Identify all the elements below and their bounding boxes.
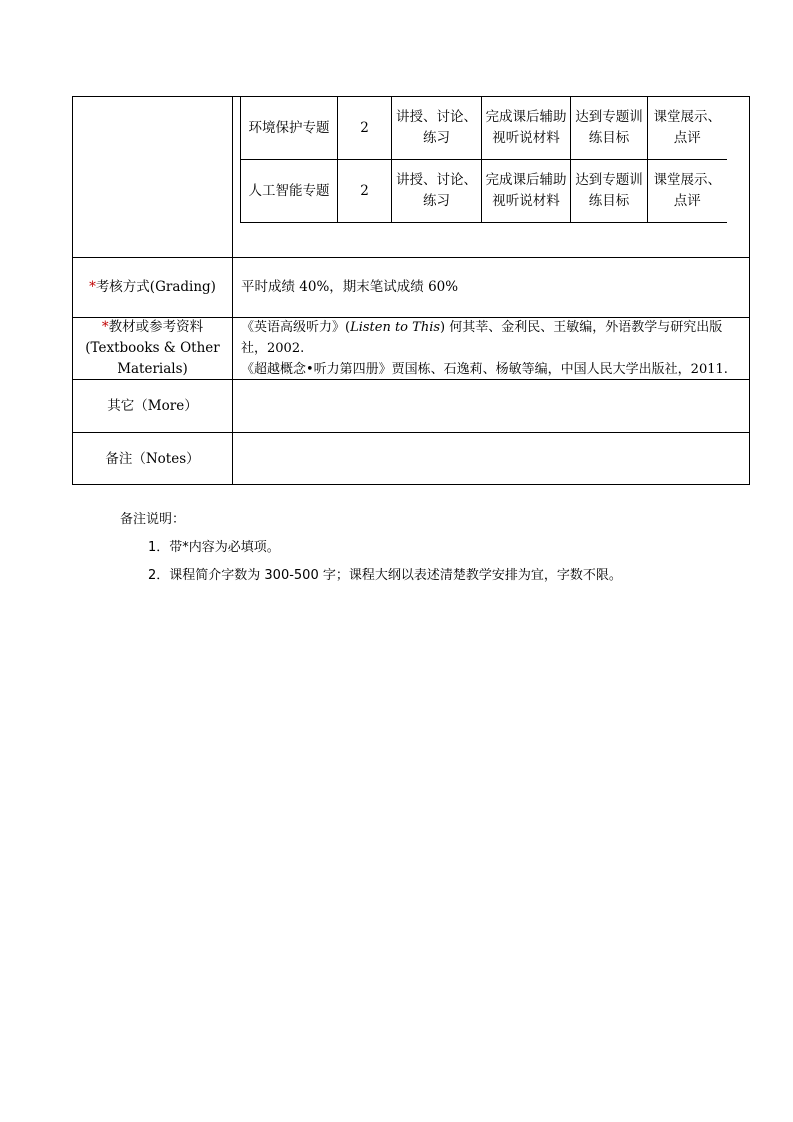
notes-label: 备注（Notes） (105, 450, 200, 467)
schedule-row (241, 160, 727, 223)
grading-label (73, 258, 232, 317)
more-row (73, 380, 749, 432)
hours-cell: 2 (338, 97, 392, 160)
syllabus-table (72, 96, 750, 485)
homework-cell: 完成课后辅助视听说材料 (482, 97, 571, 160)
more-value (233, 380, 749, 432)
topic-cell: 人工智能专题 (241, 160, 338, 223)
goal-cell: 达到专题训练目标 (571, 160, 648, 223)
method-cell: 讲授、讨论、练习 (392, 97, 482, 160)
textbooks-row (73, 318, 749, 379)
goal-cell: 达到专题训练目标 (571, 97, 648, 160)
textbooks-label-en2: Materials) (117, 361, 188, 377)
schedule-subtable (240, 97, 727, 223)
textbooks-label-cn: 教材或参考资料 (108, 319, 204, 335)
assessment-cell: 课堂展示、点评 (648, 160, 727, 223)
footer-item: 1．带*内容为必填项。 (148, 540, 280, 555)
book-entry: 《超越概念•听力第四册》贾国栋、石逸莉、杨敏等编，中国人民大学出版社，2011. (241, 362, 728, 377)
homework-cell: 完成课后辅助视听说材料 (482, 160, 571, 223)
method-cell: 讲授、讨论、练习 (392, 160, 482, 223)
footer-notes (120, 506, 622, 590)
more-label: 其它（More） (107, 397, 198, 414)
topic-cell: 环境保护专题 (241, 97, 338, 160)
book-entry: 《英语高级听力》(Listen to This) 何其莘、金利民、王敏编，外语教学与研究出版社，2002. (241, 320, 723, 356)
required-mark: * (89, 279, 96, 295)
footer-item: 2．课程简介字数为 300-500 字；课程大纲以表述清楚教学安排为宜，字数不限。 (148, 568, 622, 583)
assessment-cell: 课堂展示、点评 (648, 97, 727, 160)
textbooks-value (233, 318, 749, 379)
notes-row (73, 433, 749, 485)
grading-label-text: 考核方式(Grading) (95, 279, 216, 295)
notes-value (233, 433, 749, 485)
grading-value: 平时成绩 40%，期末笔试成绩 60% (241, 279, 459, 295)
required-mark: * (101, 319, 109, 335)
footer-title: 备注说明： (120, 512, 186, 527)
textbooks-label (73, 318, 232, 379)
grading-row (73, 258, 749, 317)
schedule-row (241, 97, 727, 160)
textbooks-label-en1: (Textbooks & Other (85, 340, 220, 356)
hours-cell: 2 (338, 160, 392, 223)
